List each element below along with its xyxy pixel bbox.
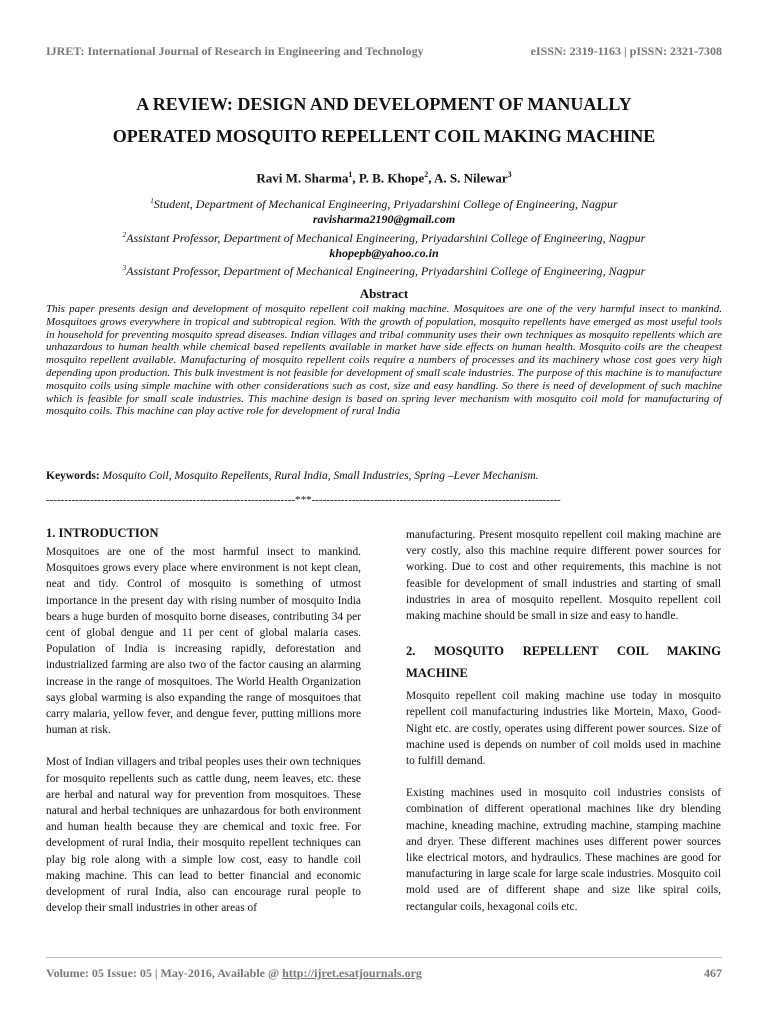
author-sup: 3	[507, 170, 512, 179]
paragraph: Mosquito repellent coil making machine use today in mosquito repellent coil manufacturing industries like Mortein, Maxo, Good-Night etc. are costly, operates using different power sources. Size of machine used is depends on number of coil molds used in machine to fulfill demand.	[406, 690, 721, 768]
author-sup: 2	[424, 170, 429, 179]
section-separator: --------------------------------------------------------------------***--------------------------------------------------------------------	[46, 494, 561, 506]
footer-rule	[46, 957, 722, 958]
paper-title	[40, 88, 728, 152]
paragraph: Most of Indian villagers and tribal peoples uses their own techniques for mosquito repellents such as cattle dung, neem leaves, etc. these are herbal and natural way for prevention from mosquitoes. These natural and herbal techniques are unhazardous for both environment and human health because they are chemical and toxic free. For development of rural India, their mosquito repellent techniques can play big role along with a simple low cost, easy to handle coil making machine. This can lead to better financial and economic development of rural India, also can encourage rural people to develop their small industries in other areas of	[46, 756, 361, 915]
author-name: P. B. Khope	[358, 170, 425, 186]
affiliation-1	[40, 194, 728, 212]
abstract-text: This paper presents design and development of mosquito repellent coil making machine. Mosquitoes are one of the very harmful insect to mankind. Mosquitoes grows everywhere in tropical and subtropical region. With the growth of population, mosquito repellents have emerged as most useful tools in household for preventing mosquito spread diseases. Indian villages and tribal community uses their own techniques as mosquito repellents which are unhazardous to human health while chemical based repellents available in market have side effects on human health. Mosquito coils are the cheapest mosquito repellent available. Manufacturing of mosquito repellent coils require a numbers of processes and its machinery whose cost goes very high depending upon production. This bulk investment is not feasible for development of small scale industries. The purpose of this machine is to manufacture mosquito coils using simple machine with other considerations such as cost, size and easy handling. So there is need of development of such machine which is feasible for small scale industries. This machine design is based on spring lever mechanism with mosquito coil mold for manufacturing of mosquito coils. This machine can play active role for development of rural India	[46, 303, 722, 418]
email-1[interactable]: ravisharma2190@gmail.com	[312, 212, 456, 227]
affil-sup: 3	[122, 264, 127, 273]
paragraph: manufacturing. Present mosquito repellent coil making machine are very costly, also this machine require different power sources for working. Due to cost and other requirements, this machine is not feasible for development of small industries and starting of small industries in area of mosquito repellent. Mosquito repellent coil making machine should be small in size and easy to handle.	[406, 529, 721, 623]
section-1-heading: 1. INTRODUCTION	[46, 526, 159, 540]
author-sep: ,	[428, 170, 434, 186]
paragraph: Existing machines used in mosquito coil industries consists of combination of different operational machines like dry blending machine, kneading machine, extruding machine, stamping machine and dryer. These different machines uses different power sources like electrical motors, and hydraulics. These machines are good for manufacturing in large scale for large scale industries. Mosquito coil mold used are of different shape and size like spiral coils, rectangular coils, hexagonal coils etc.	[406, 787, 721, 913]
title-line-2: OPERATED MOSQUITO REPELLENT COIL MAKING MACHINE	[112, 126, 656, 146]
affiliation-2	[40, 228, 728, 246]
author-name: Ravi M. Sharma	[256, 170, 349, 186]
affiliation-3	[40, 261, 728, 279]
column-left	[46, 522, 361, 932]
paragraph: Mosquitoes are one of the most harmful insect to mankind. Mosquitoes grows every place where environment is not kept clean, neat and tidy. Control of mosquito is something of utmost importance in the present day with rising number of mosquito India bears a huge burden of mosquito borne diseases, contributing 34 per cent of global dengue and 11 per cent of global malaria cases. Population of India is increasing rapidly, deforestation and industrialized farming are also two of the factor causing an alarming increase in the range of mosquitoes. The World Health Organization says global warming is also expanding the range of mosquitoes that carry malaria, yellow fever, and dengue fever, putting millions more human at risk.	[46, 546, 361, 737]
abstract-heading: Abstract	[359, 286, 409, 301]
author-list	[40, 170, 728, 186]
section-2-heading: 2. MOSQUITO REPELLENT COIL MAKING MACHINE	[406, 644, 721, 681]
running-footer	[46, 966, 722, 981]
footer-prefix: Volume: 05 Issue: 05 | May-2016, Available @	[46, 966, 283, 980]
author-sep: ,	[352, 170, 359, 186]
keywords-text: Mosquito Coil, Mosquito Repellents, Rural India, Small Industries, Spring –Lever Mechanism.	[102, 470, 539, 482]
affil-text: Assistant Professor, Department of Mechanical Engineering, Priyadarshini College of Engineering, Nagpur	[126, 264, 646, 279]
author-name: A. S. Nilewar	[433, 170, 508, 186]
running-header	[46, 44, 722, 59]
keywords-label: Keywords:	[46, 470, 100, 482]
journal-name: IJRET: International Journal of Research in Engineering and Technology	[46, 44, 424, 58]
keywords	[46, 470, 722, 482]
journal-link[interactable]: http://ijret.esatjournals.org	[282, 966, 422, 980]
author-sup: 1	[348, 170, 353, 179]
affil-sup: 2	[122, 230, 127, 239]
title-line-1: A REVIEW: DESIGN AND DEVELOPMENT OF MANUALLY	[136, 94, 632, 114]
column-right	[406, 527, 721, 931]
page-number: 467	[704, 966, 722, 980]
affiliations	[40, 194, 728, 279]
issn: eISSN: 2319-1163 | pISSN: 2321-7308	[530, 44, 722, 58]
affil-text: Student, Department of Mechanical Engineering, Priyadarshini College of Engineering, Nagpur	[153, 197, 618, 211]
affil-text: Assistant Professor, Department of Mechanical Engineering, Priyadarshini College of Engineering, Nagpur	[126, 230, 646, 245]
affil-sup: 1	[150, 197, 154, 205]
footer-info	[46, 966, 422, 981]
email-2[interactable]: khopepb@yahoo.co.in	[329, 245, 439, 260]
